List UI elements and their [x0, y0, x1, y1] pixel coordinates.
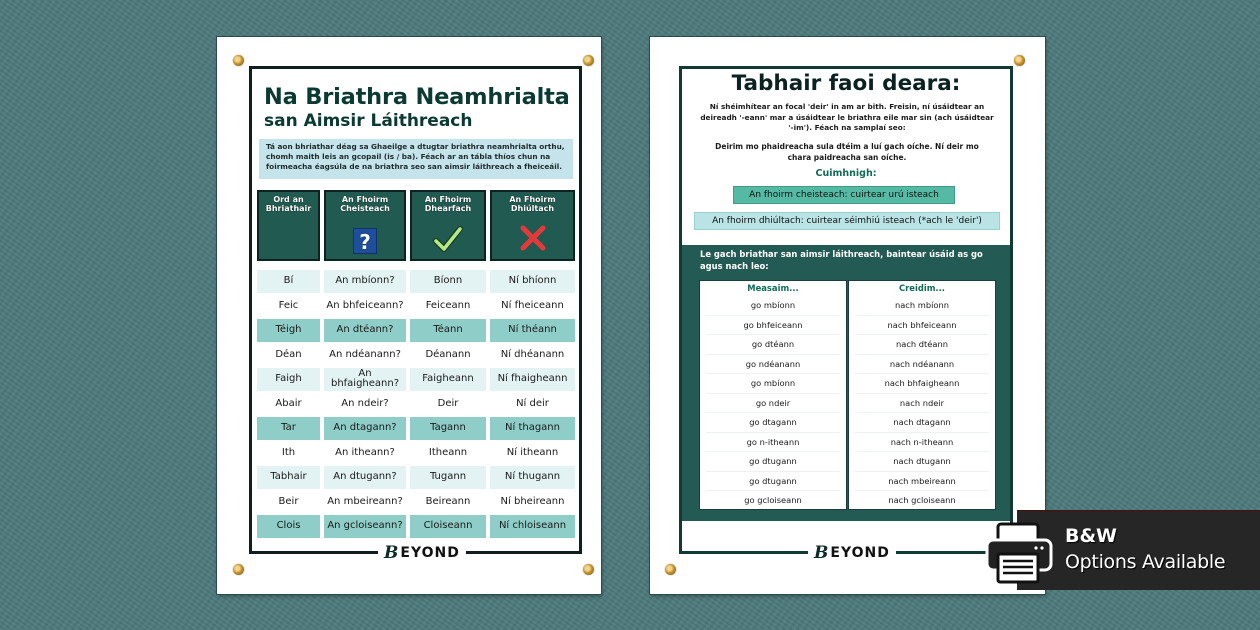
table-row — [257, 441, 575, 466]
cell-negative: Ní bhíonn — [490, 270, 575, 293]
cell-verb: Tabhair — [257, 466, 320, 489]
cell-negative: Ní dhéanann — [490, 344, 575, 367]
verb-table — [257, 269, 575, 539]
cell-positive: Téann — [410, 319, 486, 342]
worksheet-frame — [679, 66, 1013, 554]
cell-question: An mbíonn? — [324, 270, 406, 293]
list-item: go ndeir — [706, 394, 840, 414]
cell-verb: Beir — [257, 491, 320, 514]
list-item: nach gcloiseann — [888, 495, 956, 505]
creidim-column — [848, 280, 996, 510]
worksheet-title: Na Briathra Neamhrialta — [264, 84, 570, 110]
list-item: go gcloiseann — [744, 495, 802, 505]
list-item: nach ndéanann — [855, 355, 989, 375]
cell-question: An dtéann? — [324, 319, 406, 342]
table-row — [257, 465, 575, 490]
cell-verb: Ith — [257, 442, 320, 465]
header-verb-root — [257, 190, 320, 261]
table-row — [257, 367, 575, 392]
cell-negative: Ní thagann — [490, 417, 575, 440]
table-row — [257, 294, 575, 319]
notes-title: Tabhair faoi deara: — [731, 71, 961, 96]
column-heading: Measaim... — [747, 283, 799, 293]
measaim-column — [699, 280, 847, 510]
beyond-logo — [808, 543, 896, 563]
logo-text: EYOND — [830, 545, 890, 561]
list-item: nach dtéann — [855, 335, 989, 355]
question-mark-icon: ? — [353, 228, 377, 254]
table-row — [257, 392, 575, 417]
list-item: go bhfeiceann — [706, 316, 840, 336]
cell-positive: Itheann — [410, 442, 486, 465]
table-row — [257, 318, 575, 343]
cell-positive: Tugann — [410, 466, 486, 489]
cell-positive: Deir — [410, 393, 486, 416]
logo-text: EYOND — [400, 545, 460, 561]
worksheet-frame — [249, 66, 582, 554]
pin-icon — [583, 55, 594, 66]
cell-positive: Cloiseann — [410, 515, 486, 538]
list-item: go dtagann — [706, 413, 840, 433]
header-label: Ord an Bhriathair — [265, 195, 312, 214]
cell-verb: Clois — [257, 515, 320, 538]
cell-question: An dtagann? — [324, 417, 406, 440]
rule-negative-form: An fhoirm dhiúltach: cuirtear séimhiú isteach (*ach le 'deir') — [694, 212, 1000, 230]
cell-positive: Faigheann — [410, 368, 486, 391]
cell-question: An bhfaigheann? — [324, 368, 406, 391]
cell-question: An itheann? — [324, 442, 406, 465]
logo-mark-icon: B — [384, 543, 400, 563]
list-item: go dtéann — [706, 335, 840, 355]
worksheet-subtitle: san Aimsir Láithreach — [264, 111, 473, 131]
table-row — [257, 269, 575, 294]
cell-positive: Bíonn — [410, 270, 486, 293]
panel-intro: Le gach briathar san aimsir láithreach, baintear úsáid as go agus nach leo: — [700, 249, 983, 272]
cell-question: An bhfeiceann? — [324, 295, 406, 318]
cell-negative: Ní chloiseann — [490, 515, 575, 538]
list-item: nach dtagann — [855, 413, 989, 433]
rule-question-form: An fhoirm cheisteach: cuirtear urú isteach — [733, 186, 955, 204]
table-row — [257, 416, 575, 441]
cell-positive: Tagann — [410, 417, 486, 440]
go-nach-panel — [682, 245, 1010, 521]
cell-verb: Tar — [257, 417, 320, 440]
beyond-logo — [378, 543, 466, 563]
list-item: nach dtugann — [855, 452, 989, 472]
list-item: nach n-itheann — [855, 433, 989, 453]
cell-negative: Ní théann — [490, 319, 575, 342]
cell-question: An dtugann? — [324, 466, 406, 489]
cell-positive: Déanann — [410, 344, 486, 367]
cell-positive: Feiceann — [410, 295, 486, 318]
table-row — [257, 343, 575, 368]
cell-verb: Faigh — [257, 368, 320, 391]
cell-question: An ndeir? — [324, 393, 406, 416]
cell-negative: Ní thugann — [490, 466, 575, 489]
list-item: go ndéanann — [706, 355, 840, 375]
notes-worksheet — [650, 37, 1045, 594]
cell-question: An mbeireann? — [324, 491, 406, 514]
notes-paragraph-1: Ní shéimhítear an focal 'deir' in am ar bith. Freisin, ní úsáidtear an deireadh '-eann' mar a úsáidtear le briathra eile mar sin (ach úsáidtear '-im'). Féach na samplaí seo: — [700, 102, 994, 133]
cell-question: An ndéanann? — [324, 344, 406, 367]
list-item: nach bhfaigheann — [855, 374, 989, 394]
header-label: An Fhoirm Dhearfach — [424, 195, 472, 214]
notes-paragraph-2: Deirim mo phaidreacha sula dtéim a luí gach oíche. Ní deir mo chara paidreacha san oíche. — [715, 142, 979, 162]
header-negative-form — [490, 190, 575, 261]
header-label: An Fhoirm Cheisteach — [340, 195, 390, 214]
list-item: nach mbeireann — [855, 472, 989, 492]
column-heading: Creidim... — [899, 283, 945, 293]
cell-positive: Beireann — [410, 491, 486, 514]
pin-icon — [233, 564, 244, 575]
list-item: nach mbíonn — [855, 296, 989, 316]
cell-verb: Téigh — [257, 319, 320, 342]
cell-verb: Abair — [257, 393, 320, 416]
cell-verb: Feic — [257, 295, 320, 318]
list-item: nach bhfeiceann — [855, 316, 989, 336]
badge-title: B&W — [1065, 525, 1118, 547]
list-item: go mbíonn — [706, 296, 840, 316]
pin-icon — [583, 564, 594, 575]
checkmark-icon — [433, 226, 463, 254]
remember-label: Cuimhnigh: — [815, 168, 877, 179]
list-item: go dtugann — [706, 452, 840, 472]
intro-text: Tá aon bhriathar déag sa Ghaeilge a dtugtar briathra neamhrialta orthu, chomh maith leis an gcopail (is / ba). Féach ar an tábla thíos chun na foirmeacha éagsúla de na briathra seo san aimsir láithreach a fheiceáil. — [259, 139, 573, 179]
cell-negative: Ní deir — [490, 393, 575, 416]
printer-icon — [984, 522, 1054, 590]
cell-negative: Ní fheiceann — [490, 295, 575, 318]
list-item: go mbíonn — [706, 374, 840, 394]
pin-icon — [1014, 55, 1025, 66]
cell-verb: Déan — [257, 344, 320, 367]
list-item: nach ndeir — [855, 394, 989, 414]
header-label: An Fhoirm Dhiúltach — [509, 195, 556, 214]
table-row — [257, 514, 575, 539]
pin-icon — [665, 564, 676, 575]
list-item: go n-itheann — [706, 433, 840, 453]
badge-subtitle: Options Available — [1065, 551, 1226, 573]
header-positive-form — [410, 190, 486, 261]
header-question-form — [324, 190, 406, 261]
table-row — [257, 490, 575, 515]
pin-icon — [233, 55, 244, 66]
logo-mark-icon: B — [814, 543, 830, 563]
verb-table-worksheet — [217, 37, 601, 594]
cell-question: An gcloiseann? — [324, 515, 406, 538]
cell-negative: Ní fhaigheann — [490, 368, 575, 391]
cross-icon — [519, 224, 547, 254]
cell-verb: Bí — [257, 270, 320, 293]
cell-negative: Ní bheireann — [490, 491, 575, 514]
list-item: go dtugann — [706, 472, 840, 492]
cell-negative: Ní itheann — [490, 442, 575, 465]
table-header-row — [257, 190, 575, 261]
